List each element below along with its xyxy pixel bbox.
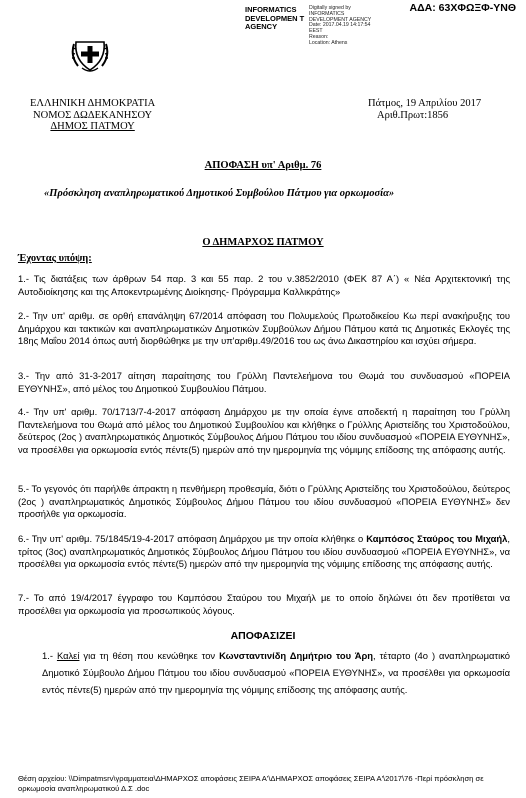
sig-line: Reason: [309,33,329,40]
sig-line: Location: Athens [309,39,348,46]
decision-number: 1.- [42,650,53,661]
digital-signature-stamp [245,6,379,47]
consideration-6 [18,533,510,571]
consideration-6-rest: , τρίτος (3ος) αναπληρωματικός Δημοτικός Σύμβουλος Δήμου Πάτμου του ιδίου συνδυασμού «ΠΟΡΕΙΑ ΕΥΘΥΝΗΣ», να προσέλθει για ορκωμοσία εντός πέντε(5) ημερών από την ημερομηνία της νόμιμης επίδοσης της απόφασης αυτής. [18,533,510,570]
consideration-2: 2.- Την υπ' αριθμ. σε ορθή επανάληψη 67/2014 απόφαση του Πολυμελούς Πρωτοδικείου Κω περί ανακήρυξης του Δημάρχου και τακτικών και αναπληρωματικών Δημοτικών Συμβούλων Δήμου Πάτμου κατά τις Δημοτικές Εκλογές της 18ης Μαΐου 2014 όπως αυτή διορθώθηκε με την υπ'αριθμ.49/2016 του ως άνω Δικαστηρίου και ισχύει σήμερα. [18,310,510,347]
prefecture-name: ΝΟΜΟΣ ΔΩΔΕΚΑΝΗΣΟΥ [33,109,153,121]
sig-line: Date: 2017.04.19 14:17:54 [309,22,371,29]
issuer-header [30,98,155,133]
decision-item-1 [18,648,510,698]
sig-line: INFORMATICS [309,10,345,17]
consideration-6-intro: 6.- Την υπ' αριθμ. 75/1845/19-4-2017 απόφαση Δημάρχου με την οποία κλήθηκε ο [18,533,367,544]
sig-line: EEST [309,28,323,35]
mayor-heading: Ο ΔΗΜΑΡΧΟΣ ΠΑΤΜΟΥ [202,237,324,248]
decision-subject: «Πρόσκληση αναπληρωματικού Δημοτικού Συμβούλου Πάτμου για ορκωμοσία» [44,188,395,199]
consideration-3: 3.- Την από 31-3-2017 αίτηση παραίτησης του Γρύλλη Παντελεήμονα του Θωμά του συνδυασμού «ΠΟΡΕΙΑ ΕΥΘΥΝΗΣ», από μέλος του Δημοτικού Συμβουλίου Πάτμου. [18,370,510,394]
sig-line: Digitally signed by [309,5,351,11]
agency-name: INFORMATICS DEVELOPMEN T AGENCY [245,5,305,31]
considerations-heading: Έχοντας υπόψη: [18,253,92,264]
sig-line: DEVELOPMENT AGENCY [309,16,372,23]
consideration-6-person: Καμπόσος Σταύρος του Μιχαήλ [366,533,508,544]
protocol-number: Αριθ.Πρωτ:1856 [377,109,449,121]
decision-verb: Καλεί [56,650,80,661]
decision-title: ΑΠΟΦΑΣΗ υπ' Αριθμ. 76 [204,160,322,171]
decision-intro: για τη θέση που κενώθηκε τον [79,650,220,661]
consideration-1: 1.- Τις διατάξεις των άρθρων 54 παρ. 3 και 55 παρ. 2 του ν.3852/2010 (ΦΕΚ 87 Α΄) « Νέα Αρχιτεκτονική της Αυτοδιοίκησης και της Αποκεντρωμένης Διοίκησης- Πρόγραμμα Καλλικράτης» [18,273,510,297]
signature-details [309,6,379,47]
consideration-7: 7.- Το από 19/4/2017 έγγραφο του Καμπόσου Σταύρου του Μιχαήλ με το οποίο δηλώνει ότι δεν προτίθεται να προσέλθει για ορκωμοσία για προσωπικούς λόγους. [18,592,510,616]
decision-person: Κωνσταντινίδη Δημήτριο του Άρη [219,650,374,661]
country-name: ΕΛΛΗΝΙΚΗ ΔΗΜΟΚΡΑΤΙΑ [30,98,156,109]
municipality-name: ΔΗΜΟΣ ΠΑΤΜΟΥ [50,121,135,132]
ada-code: ΑΔΑ: 63ΧΦΩΞΦ-ΥΝΘ [409,2,516,14]
decides-heading: ΑΠΟΦΑΣΙΖΕΙ [230,630,296,642]
decision-rest: , τέταρτο (4ο ) αναπληρωματικό Δημοτικό Σύμβουλο Δήμου Πάτμου του ιδίου συνδυασμού «ΠΟΡΕΙΑ ΕΥΘΥΝΗΣ», να προσέλθει για ορκωμοσία εντός πέντε(5) ημερών από την ημερομηνία της νόμιμης επίδοσης της απόφασης αυτής. [42,650,510,695]
greek-coat-of-arms-icon [70,32,110,74]
file-location-footer: Θέση αρχείου: \\Dimpatmsrv\γραμματεια\ΔΗΜΑΡΧΟΣ αποφάσεις ΣΕΙΡΑ Α'\ΔΗΜΑΡΧΟΣ αποφάσεις ΣΕΙΡΑ Α'\2017\76 -Περί πρόσκληση σε ορκωμοσία αναπληρωματικού Δ.Σ .doc [18,774,484,793]
date-protocol-block [368,98,481,121]
place-date: Πάτμος, 19 Απριλίου 2017 [368,98,482,109]
consideration-5: 5.- Το γεγονός ότι παρήλθε άπρακτη η πενθήμερη προθεσμία, διότι ο Γρύλλης Αριστείδης του Χριστοδούλου, δεύτερος (2ος ) αναπληρωματικός Δημοτικός Σύμβουλος Δήμου Πάτμου του ιδίου συνδυασμού «ΠΟΡΕΙΑ ΕΥΘΥΝΗΣ» δεν προσήλθε για ορκωμοσία. [18,483,510,520]
consideration-4: 4.- Την υπ' αριθμ. 70/1713/7-4-2017 απόφαση Δημάρχου με την οποία έγινε αποδεκτή η παραίτηση του Γρύλλη Παντελεήμονα του Θωμά από μέλος του Δημοτικού Συμβουλίου και κλήθηκε ο Γρύλλης Αριστείδης του Χριστοδούλου, δεύτερος (2ος ) αναπληρωματικός Δημοτικός Σύμβουλος Δήμου Πάτμου του ιδίου συνδυασμού «ΠΟΡΕΙΑ ΕΥΘΥΝΗΣ», να προσέλθει για ορκωμοσία εντός πέντε(5) ημερών από την ημερομηνία της νόμιμης επίδοσης της απόφασης αυτής. [18,406,510,455]
